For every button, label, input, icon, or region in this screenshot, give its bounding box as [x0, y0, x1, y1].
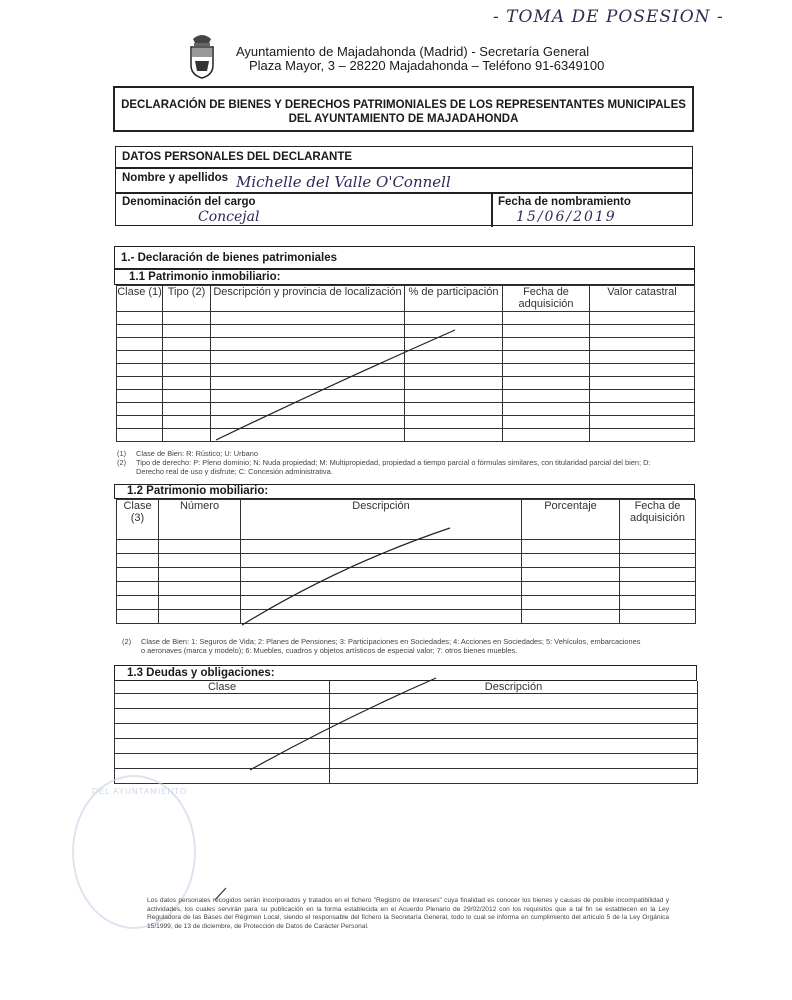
sub2-title: 1.2 Patrimonio mobiliario: [127, 485, 269, 497]
note2: Tipo de derecho: P: Pleno dominio; N: Nuda propiedad; M: Multipropiedad, propiedad a tiempo parcial o fórmulas similares, con titularidad parcial del bien; D: Derecho real de uso y disfrute; C: Concesión administrativa. [136, 458, 651, 476]
position-value: Concejal [198, 209, 260, 225]
col-header-descripcion: Descripción [330, 681, 698, 694]
col-header-clase: Clase (3) [117, 500, 159, 540]
note2-num: (2) [117, 458, 127, 467]
note1: Clase de Bien: R: Rústico; U: Urbano [136, 449, 258, 458]
title-line-1: DECLARACIÓN DE BIENES Y DERECHOS PATRIMONIALES DE LOS REPRESENTANTES MUNICIPALES [121, 99, 686, 111]
section1-title: 1.- Declaración de bienes patrimoniales [121, 252, 338, 264]
note3-num: (2) [122, 637, 132, 646]
col-header-clase: Clase (1) [117, 286, 163, 312]
date-label: Fecha de nombramiento [498, 196, 631, 208]
header-line-1: Ayuntamiento de Majadahonda (Madrid) - Secretaría General [236, 44, 590, 59]
col-header-participacion: % de participación [405, 286, 503, 312]
col-header-clase: Clase [115, 681, 330, 694]
footer-text: Los datos personales recogidos serán incorporados y tratados en el fichero "Registro de Intereses" cuya finalidad es conocer los bienes y causas de posible incompatibilidad y actividades, los cuales servirán para su publicación en la forma establecida en el Acuerdo Plenario de 29/02/2012 con los requisitos que a tal fin se establecen en la Ley Reguladora de las Bases del Régimen Local, siendo el responsable del fichero la Secretaría General, todo lo cual se informa en cumplimiento del artículo 5 de la Ley Orgánica 15/1999, de 13 de diciembre, de Protección de Datos de Carácter Personal. [147, 897, 669, 930]
col-header-fecha: Fecha de adquisición [503, 286, 590, 312]
col-header-tipo: Tipo (2) [163, 286, 211, 312]
title-line-2: DEL AYUNTAMIENTO DE MAJADAHONDA [288, 113, 519, 125]
handwritten-note: - TOMA DE POSESION - [493, 7, 724, 27]
note3: Clase de Bien: 1: Seguros de Vida; 2: Planes de Pensiones; 3: Participaciones en Sociedades; 4: Acciones en Sociedades; 5: Vehículos, embarcaciones o aeronaves (marca y modelo); 6: Muebles, cuadros y objetos artísticos de especial valor; 7: otros bienes muebles. [141, 637, 641, 655]
note1-num: (1) [117, 449, 127, 458]
stamp-text: DEL AYUNTAMIENTO [92, 787, 188, 796]
sub1-title: 1.1 Patrimonio inmobiliario: [129, 271, 281, 283]
col-header-descripcion: Descripción y provincia de localización [211, 286, 405, 312]
name-label: Nombre y apellidos [122, 172, 229, 184]
col-header-numero: Número [159, 500, 241, 540]
header-line-2: Plaza Mayor, 3 – 28220 Majadahonda – Teléfono 91-6349100 [249, 58, 605, 73]
position-label: Denominación del cargo [122, 196, 256, 208]
col-header-descripcion: Descripción [241, 500, 522, 540]
personal-section-title: DATOS PERSONALES DEL DECLARANTE [122, 151, 353, 163]
col-header-fecha: Fecha de adquisición [620, 500, 696, 540]
name-value: Michelle del Valle O'Connell [236, 173, 451, 191]
sub3-title: 1.3 Deudas y obligaciones: [127, 667, 275, 679]
date-value: 15/06/2019 [516, 209, 617, 225]
col-header-porcentaje: Porcentaje [522, 500, 620, 540]
col-header-valor: Valor catastral [590, 286, 695, 312]
